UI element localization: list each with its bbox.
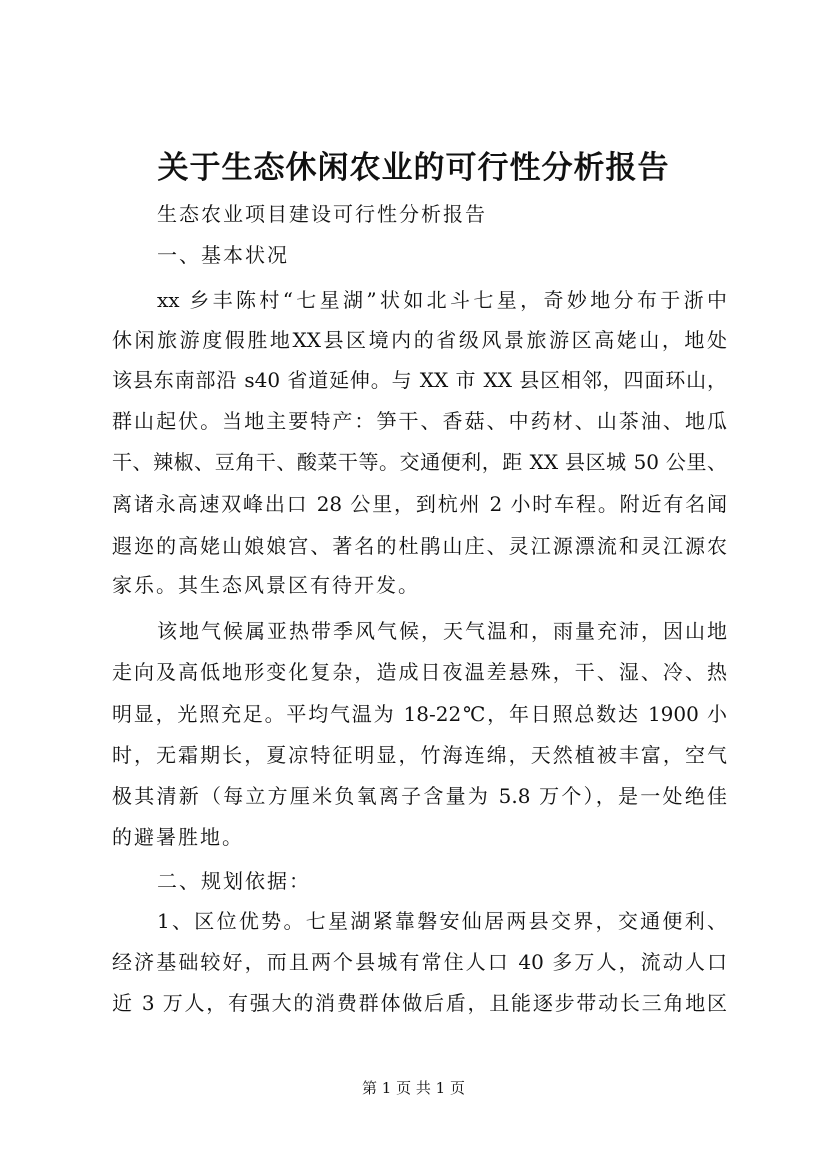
- paragraph-line: xx 乡丰陈村“七星湖”状如北斗七星，奇妙地分布于浙中: [157, 288, 727, 312]
- document-subtitle: 生态农业项目建设可行性分析报告: [157, 202, 487, 226]
- paragraph-line: 休闲旅游度假胜地XX县区境内的省级风景旅游区高姥山，地处: [112, 328, 727, 352]
- paragraph-line: 干、辣椒、豆角干、酸菜干等。交通便利，距 XX 县区城 50 公里、: [112, 450, 727, 474]
- section-heading-basic-status: 一、基本状况: [157, 243, 289, 267]
- paragraph-line: 该地气候属亚热带季风气候，天气温和，雨量充沛，因山地: [157, 619, 727, 643]
- paragraph-line: 时，无霜期长，夏凉特征明显，竹海连绵，天然植被丰富，空气: [112, 743, 727, 767]
- paragraph-line: 群山起伏。当地主要特产：笋干、香菇、中药材、山茶油、地瓜: [112, 409, 727, 433]
- paragraph-line: 走向及高低地形变化复杂，造成日夜温差悬殊，干、湿、冷、热: [112, 660, 727, 684]
- paragraph-line: 离诸永高速双峰出口 28 公里，到杭州 2 小时车程。附近有名闻: [112, 492, 727, 516]
- document-title: 关于生态休闲农业的可行性分析报告: [157, 150, 670, 186]
- paragraph-line: 该县东南部沿 s40 省道延伸。与 XX 市 XX 县区相邻，四面环山，: [112, 368, 727, 392]
- paragraph-line: 1、区位优势。七星湖紧靠磐安仙居两县交界，交通便利、: [157, 909, 727, 933]
- paragraph-line: 极其清新（每立方厘米负氧离子含量为 5.8 万个），是一处绝佳: [112, 784, 727, 808]
- paragraph-line: 遐迩的高姥山娘娘宫、著名的杜鹃山庄、灵江源漂流和灵江源农: [112, 534, 727, 558]
- paragraph-line: 家乐。其生态风景区有待开发。: [112, 573, 420, 597]
- paragraph-line: 明显，光照充足。平均气温为 18-22℃，年日照总数达 1900 小: [112, 702, 727, 726]
- paragraph-line: 经济基础较好，而且两个县城有常住人口 40 多万人，流动人口: [112, 950, 727, 974]
- page-number-footer: 第 1 页 共 1 页: [362, 1079, 465, 1097]
- section-heading-planning-basis: 二、规划依据：: [157, 869, 311, 893]
- paragraph-line: 的避暑胜地。: [112, 825, 244, 849]
- paragraph-line: 近 3 万人，有强大的消费群体做后盾，且能逐步带动长三角地区: [112, 991, 727, 1015]
